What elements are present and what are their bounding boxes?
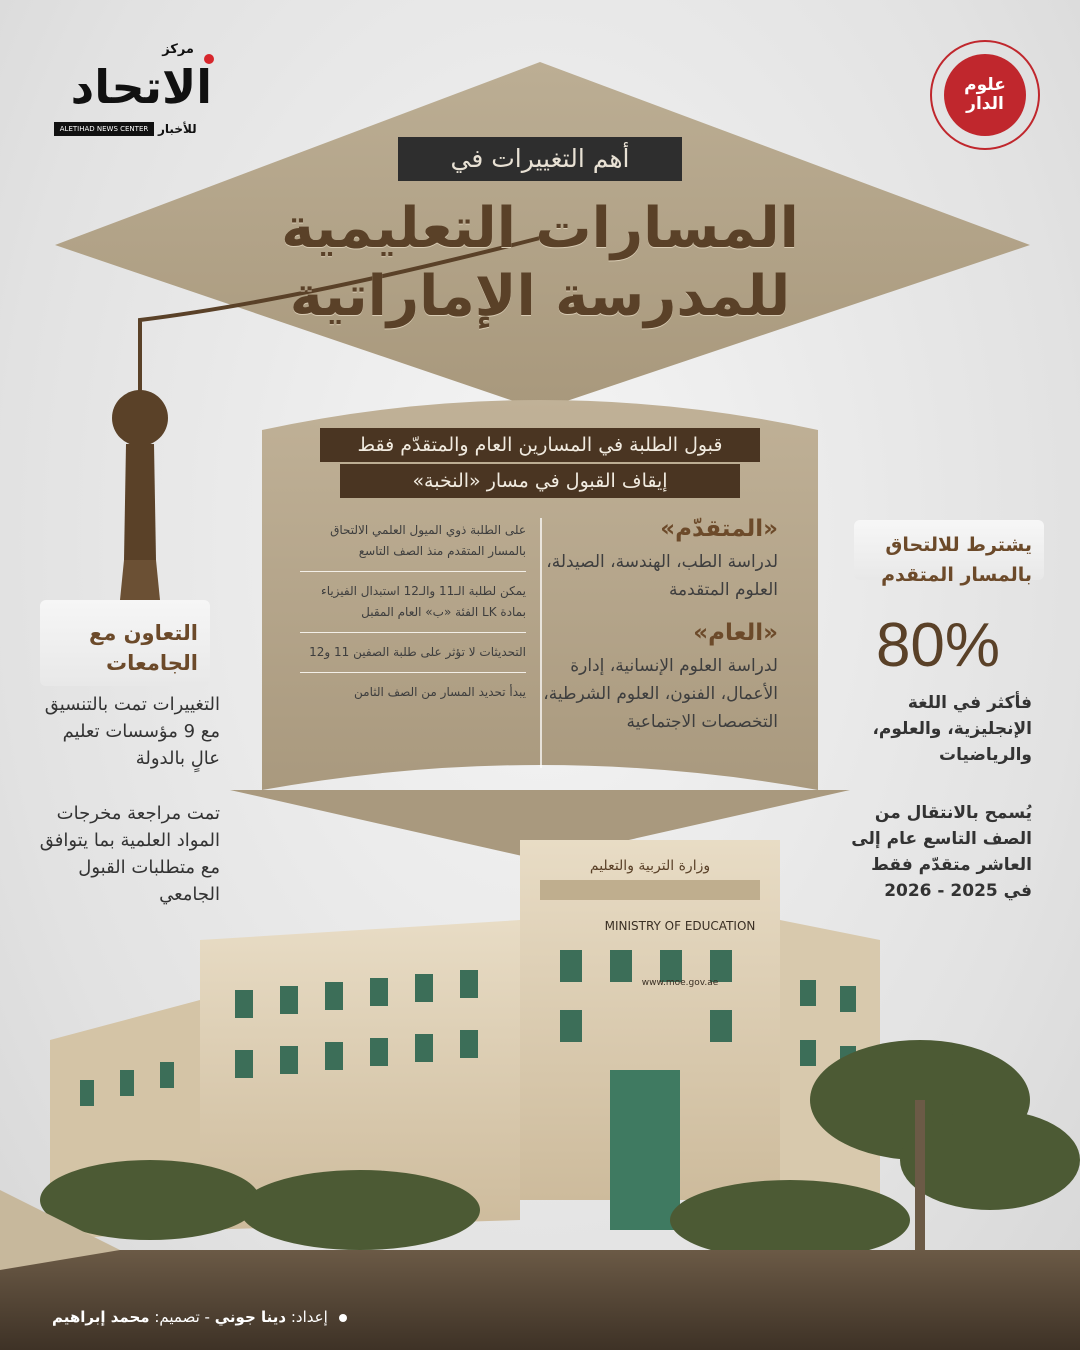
building-sign-english: MINISTRY OF EDUCATION xyxy=(604,919,756,933)
notes-column xyxy=(300,520,526,721)
advanced-track-title: «المتقدّم» xyxy=(660,516,778,542)
note-item: التحديثات لا تؤثر على طلبة الصفين 11 و12 xyxy=(300,642,526,673)
main-title xyxy=(250,195,830,331)
tracks-column xyxy=(542,516,778,752)
acceptance-band: قبول الطلبة في المسارين العام والمتقدّم فقط xyxy=(320,428,760,462)
requirement-percent: 80% xyxy=(875,611,1001,680)
general-track-title: «العام» xyxy=(693,620,778,646)
transfer-text: يُسمح بالانتقال من الصف التاسع عام إلى العاشر متقدّم فقط في 2025 - 2026 xyxy=(851,803,1032,901)
requirement-text: فأكثر في اللغة الإنجليزية، والعلوم، والرياضيات xyxy=(872,693,1032,765)
tassel-upper xyxy=(124,444,156,560)
tassel-knot xyxy=(112,390,168,446)
title-line-2: للمدرسة الإماراتية xyxy=(289,264,791,329)
logo-english-bar: ALETIHAD NEWS CENTER xyxy=(54,122,154,136)
prep-label: إعداد: xyxy=(290,1308,328,1326)
column-divider xyxy=(540,518,542,768)
logo-suffix: للأخبار xyxy=(158,122,197,136)
requirement-title: يشترط للالتحاق بالمسار المتقدم xyxy=(881,534,1032,586)
footer xyxy=(0,1290,1080,1350)
advanced-track-desc: لدراسة الطب، الهندسة، الصيدلة، العلوم المتقدمة xyxy=(546,552,778,600)
logo-badge-line1: علوم xyxy=(964,75,1006,96)
subtitle-box: أهم التغييرات في xyxy=(398,137,682,181)
design-name: محمد إبراهيم xyxy=(52,1308,150,1326)
note-item: على الطلبة ذوي الميول العلمي الالتحاق بالمسار المتقدم منذ الصف التاسع xyxy=(300,520,526,572)
coop-text-1: التغييرات تمت بالتنسيق مع 9 مؤسسات تعليم عالٍ بالدولة xyxy=(44,694,220,769)
building-sign-arabic: وزارة التربية والتعليم xyxy=(589,858,711,874)
bullet-icon xyxy=(339,1314,347,1322)
building-url: www.moe.gov.ae xyxy=(641,978,719,988)
ministry-building-image xyxy=(0,800,1080,1350)
elite-stop-band: إيقاف القبول في مسار «النخبة» xyxy=(340,464,740,498)
note-item: يبدأ تحديد المسار من الصف الثامن xyxy=(354,685,526,699)
logo-prefix: مركز xyxy=(162,42,194,57)
logo-badge-line2: الدار xyxy=(966,94,1004,114)
credits xyxy=(52,1308,347,1326)
coop-title: التعاون مع الجامعات xyxy=(88,621,198,675)
coop-text-2: تمت مراجعة مخرجات المواد العلمية بما يتوافق مع متطلبات القبول الجامعي xyxy=(39,803,220,905)
title-line-1: المسارات التعليمية xyxy=(281,196,799,261)
prep-name: دينا جوني xyxy=(214,1308,287,1326)
design-label: - تصميم: xyxy=(154,1308,210,1326)
tassel-lower xyxy=(120,560,160,600)
general-track-desc: لدراسة العلوم الإنسانية، إدارة الأعمال، الفنون، العلوم الشرطية، التخصصات الاجتماعية xyxy=(543,656,778,732)
logo-main-text: الاتحاد xyxy=(70,60,212,114)
note-item: يمكن لطلبة الـ11 والـ12 استبدال الفيزياء بمادة LK الفئة «ب» العام المقبل xyxy=(300,581,526,633)
